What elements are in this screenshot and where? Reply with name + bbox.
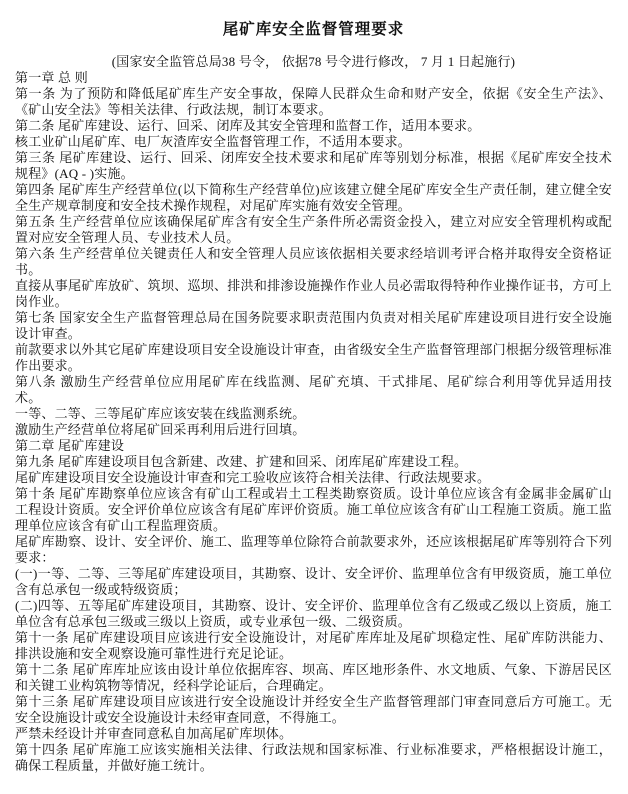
paragraph: 激励生产经营单位将尾矿回采再利用后进行回填。 <box>15 422 306 437</box>
paragraph: 第六条 生产经营单位关键责任人和安全管理人员应该依据相关要求经培训考评合格并取得安全资格证书。 <box>15 246 612 277</box>
document-title: 尾矿库安全监督管理要求 <box>222 21 405 38</box>
paragraph: 第十一条 尾矿库建设项目应该进行安全设施设计，对尾矿库库址及尾矿坝稳定性、尾矿库防洪能力、排洪设施和安全观察设施可靠性进行充足论证。 <box>15 630 612 661</box>
paragraph: 第十三条 尾矿库建设项目应该进行安全设施设计并经安全生产监督管理部门审查同意后方可施工。无安全设施设计或安全设施设计未经审查同意，不得施工。 <box>15 694 612 725</box>
paragraph: 第二章 尾矿库建设 <box>15 438 125 453</box>
paragraph: 第十四条 尾矿库施工应该实施相关法律、行政法规和国家标准、行业标准要求，严格根据设计施工，确保工程质量，并做好施工统计。 <box>15 742 612 773</box>
paragraph: 直接从事尾矿库放矿、筑坝、巡坝、排洪和排渗设施操作作业人员必需取得特种作业操作证书，方可上岗作业。 <box>15 278 612 309</box>
paragraph: 第十条 尾矿库勘察单位应该含有矿山工程或岩土工程类勘察资质。设计单位应该含有金属非金属矿山工程设计资质。安全评价单位应该含有尾矿库评价资质。施工单位应该含有矿山工程施工资质。施工监理单位应该含有矿山工程监理资质。 <box>15 486 612 533</box>
paragraph: 尾矿库建设项目安全设施设计审查和完工验收应该符合相关法律、行政法规要求。 <box>15 470 491 485</box>
paragraph: 严禁未经设计并审查同意私自加高尾矿库坝体。 <box>15 726 293 741</box>
paragraph: 核工业矿山尾矿库、电厂灰渣库安全监督管理工作，不适用本要求。 <box>15 134 412 149</box>
paragraph: (一)一等、二等、三等尾矿库建设项目，其勘察、设计、安全评价、监理单位含有甲级资质，施工单位含有总承包一级或特级资质； <box>15 566 612 597</box>
paragraph: 第二条 尾矿库建设、运行、回采、闭库及其安全管理和监督工作，适用本要求。 <box>15 118 481 133</box>
paragraph: 第四条 尾矿库生产经营单位(以下简称生产经营单位)应该建立健全尾矿库安全生产责任制，建立健全安全生产规章制度和安全技术操作规程，对尾矿库实施有效安全管理。 <box>15 182 612 213</box>
paragraph-list <box>15 70 612 774</box>
paragraph: (二)四等、五等尾矿库建设项目，其勘察、设计、安全评价、监理单位含有乙级或乙级以上资质，施工单位含有总承包三级或三级以上资质，或专业承包一级、二级资质。 <box>15 598 612 629</box>
paragraph: 第一条 为了预防和降低尾矿库生产安全事故，保障人民群众生命和财产安全，依据《安全生产法》、《矿山安全法》等相关法律、行政法规，制订本要求。 <box>15 86 612 117</box>
paragraph: 前款要求以外其它尾矿库建设项目安全设施设计审查，由省级安全生产监督管理部门根据分级管理标准作出要求。 <box>15 342 612 373</box>
paragraph: 第七条 国家安全生产监督管理总局在国务院要求职责范围内负责对相关尾矿库建设项目进行安全设施设计审查。 <box>15 310 612 341</box>
paragraph: 一等、二等、三等尾矿库应该安装在线监测系统。 <box>15 406 306 421</box>
paragraph: 第一章 总 则 <box>15 70 88 85</box>
paragraph: 第九条 尾矿库建设项目包含新建、改建、扩建和回采、闭库尾矿库建设工程。 <box>15 454 468 469</box>
paragraph: 第八条 激励生产经营单位应用尾矿库在线监测、尾矿充填、干式排尾、尾矿综合利用等优异适用技术。 <box>15 374 612 405</box>
paragraph: 第十二条 尾矿库库址应该由设计单位依据库容、坝高、库区地形条件、水文地质、气象、下游居民区和关键工业构筑物等情况，经科学论证后，合理确定。 <box>15 662 612 693</box>
paragraph: 第三条 尾矿库建设、运行、回采、闭库安全技术要求和尾矿库等别划分标准，根据《尾矿库安全技术规程》(AQ - )实施。 <box>15 150 612 181</box>
document-subtitle: (国家安全监管总局38 号令， 依据78 号令进行修改， 7 月 1 日起施行) <box>111 54 516 69</box>
paragraph: 尾矿库勘察、设计、安全评价、施工、监理等单位除符合前款要求外，还应该根据尾矿库等别符合下列要求： <box>15 534 612 565</box>
paragraph: 第五条 生产经营单位应该确保尾矿库含有安全生产条件所必需资金投入，建立对应安全管理机构或配置对应安全管理人员、专业技术人员。 <box>15 214 612 245</box>
